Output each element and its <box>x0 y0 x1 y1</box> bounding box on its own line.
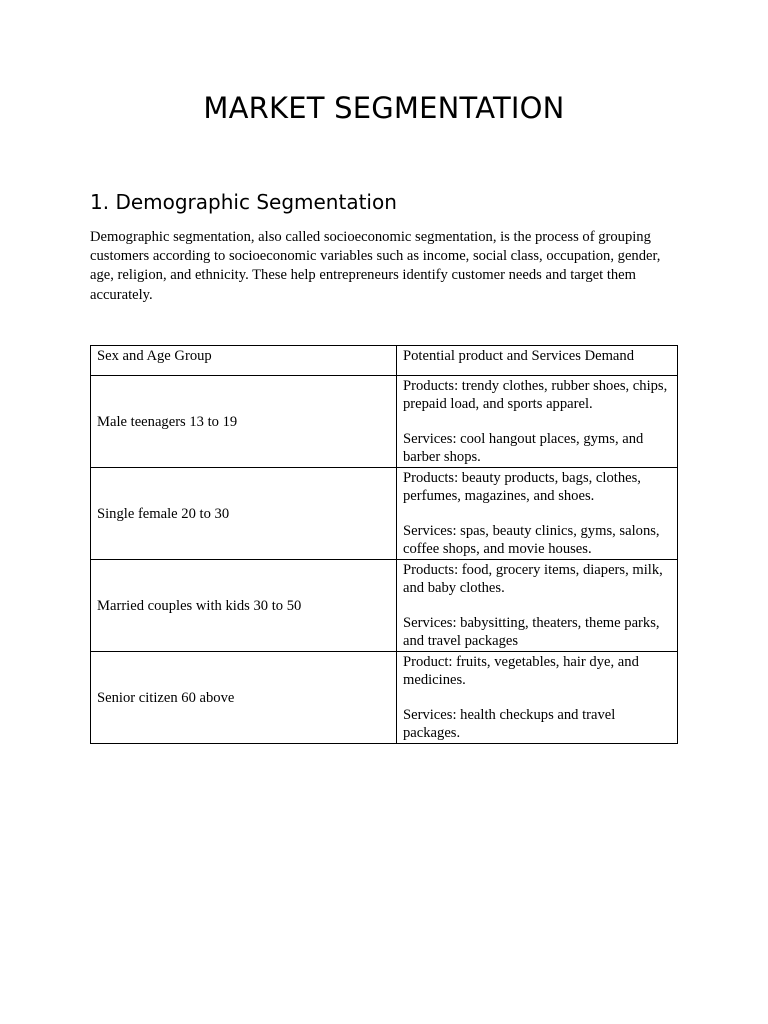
products-text: Products: beauty products, bags, clothes, perfumes, magazines, and shoes. <box>403 470 641 504</box>
table-row <box>91 468 678 560</box>
group-cell: Single female 20 to 30 <box>91 468 397 560</box>
page-title: MARKET SEGMENTATION <box>203 91 565 125</box>
header-sex-age-group: Sex and Age Group <box>91 346 397 376</box>
products-text: Products: trendy clothes, rubber shoes, chips, prepaid load, and sports apparel. <box>403 378 668 412</box>
segmentation-table <box>90 345 678 744</box>
products-text: Products: food, grocery items, diapers, milk, and baby clothes. <box>403 562 663 596</box>
group-cell: Married couples with kids 30 to 50 <box>91 560 397 652</box>
header-demand: Potential product and Services Demand <box>397 346 678 376</box>
products-text: Product: fruits, vegetables, hair dye, and medicines. <box>403 654 639 688</box>
section-heading: 1. Demographic Segmentation <box>90 190 397 214</box>
demand-cell <box>397 468 678 560</box>
services-text: Services: babysitting, theaters, theme parks, and travel packages <box>403 615 660 649</box>
group-cell: Male teenagers 13 to 19 <box>91 376 397 468</box>
table-header-row <box>91 346 678 376</box>
demand-cell <box>397 560 678 652</box>
services-text: Services: cool hangout places, gyms, and barber shops. <box>403 431 644 465</box>
demand-cell <box>397 376 678 468</box>
table-row <box>91 376 678 468</box>
services-text: Services: spas, beauty clinics, gyms, salons, coffee shops, and movie houses. <box>403 523 660 557</box>
demand-cell <box>397 652 678 744</box>
services-text: Services: health checkups and travel packages. <box>403 707 616 741</box>
group-cell: Senior citizen 60 above <box>91 652 397 744</box>
table-row <box>91 560 678 652</box>
intro-paragraph: Demographic segmentation, also called socioeconomic segmentation, is the process of grouping customers according to socioeconomic variables such as income, social class, occupation, gender, age, religion, and ethnicity. These help entrepreneurs identify customer needs and target them accurately. <box>90 229 661 303</box>
table-row <box>91 652 678 744</box>
